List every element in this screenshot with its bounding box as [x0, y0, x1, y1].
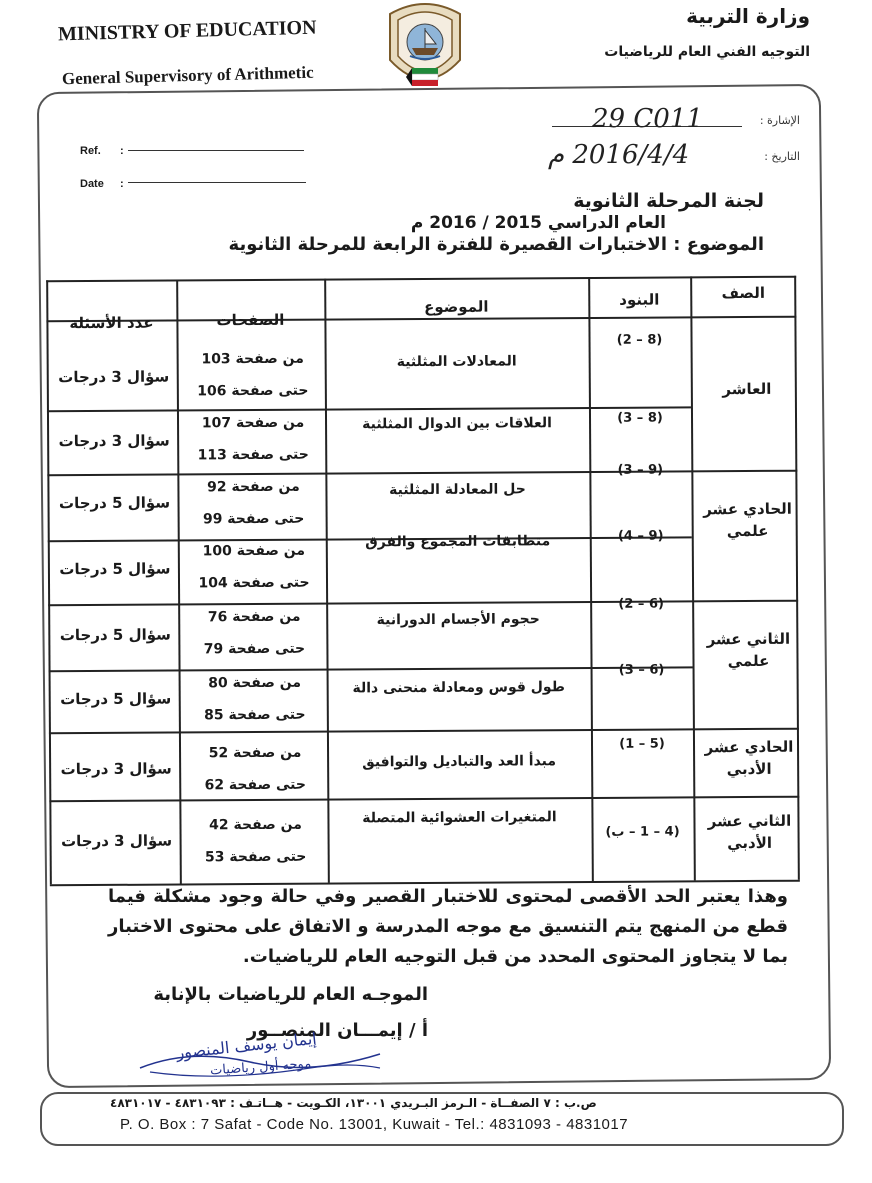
letter-subject: الموضوع : الاختبارات القصيرة للفترة الرابعة للمرحلة الثانوية — [228, 234, 764, 255]
row-pages-from: من صفحة 52 — [208, 744, 302, 762]
row-pages-from: من صفحة 107 — [201, 414, 305, 432]
row-topic: مبدأ العد والتباديل والتوافيق — [362, 753, 557, 771]
header-grade: الصف — [721, 283, 766, 303]
footer-address-ar: ص.ب : ٧ الصفــاة - الـرمز البـريدي ١٣٠٠١، الكـويت - هــاتـف : ٤٨٣١٠٩٣ - ٤٨٣١٠١٧ — [110, 1096, 597, 1110]
row-item: (9 – 3) — [617, 462, 664, 478]
row-pages-from: من صفحة 80 — [208, 674, 302, 692]
date-colon: : — [120, 178, 124, 190]
grade-cell: الحادي عشر علمي — [703, 499, 792, 541]
row-topic: المتغيرات العشوائية المتصلة — [362, 809, 557, 827]
row-item: (5 – 1) — [619, 736, 665, 752]
ref-line — [128, 150, 304, 151]
stamp-title: موجه أول رياضيات — [209, 1056, 312, 1079]
row-topic: طول قوس ومعادلة منحنى دالة — [352, 679, 565, 697]
row-questions: سؤال 3 درجات — [60, 759, 172, 779]
row-item: (6 – 2) — [618, 596, 664, 612]
row-pages-to: حتى صفحة 62 — [204, 776, 306, 794]
ref-number-handwritten: 29 C011 — [592, 104, 703, 134]
col-divider — [690, 276, 696, 880]
row-item: (8 – 3) — [617, 410, 663, 426]
row-item: (4 – 1 – ب) — [605, 824, 680, 840]
header-topic: الموضوع — [424, 297, 489, 316]
row-questions: سؤال 5 درجات — [59, 559, 171, 579]
date-label: Date — [80, 178, 104, 190]
signatory-name: أ / إيمـــان المنصــور — [246, 1020, 428, 1041]
signatory-title: الموجـه العام للرياضيات بالإنابة — [153, 984, 428, 1005]
row-pages-from: من صفحة 92 — [207, 478, 300, 496]
row-pages-to: حتى صفحة 106 — [197, 382, 309, 400]
row-questions: سؤال 3 درجات — [58, 367, 170, 387]
grade-cell: الثاني عشر الأدبي — [707, 811, 792, 853]
row-item: (8 – 2) — [616, 332, 663, 348]
row-questions: سؤال 5 درجات — [60, 689, 172, 709]
header-questions: عدد الأسئلة — [69, 313, 154, 333]
row-topic: العلاقات بين الدوال المثلثية — [362, 415, 553, 433]
row-topic: حل المعادلة المثلثية — [389, 481, 526, 499]
stamp-name: إيمان يوسف المنصور — [175, 1028, 318, 1063]
supervisory-title-en: General Supervisory of Arithmetic — [61, 62, 314, 89]
row-pages-from: من صفحة 103 — [201, 350, 304, 368]
date-label-ar: التاريخ : — [764, 150, 800, 163]
ref-colon: : — [120, 145, 124, 157]
ministry-title-ar: وزارة التربية — [686, 4, 810, 28]
row-pages-to: حتى صفحة 104 — [198, 574, 310, 592]
header-items: البنود — [619, 290, 660, 309]
footer-address-en: P. O. Box : 7 Safat - Code No. 13001, Kuwait - Tel.: 4831093 - 4831017 — [120, 1116, 629, 1133]
ref-label-ar: الإشارة : — [759, 114, 800, 127]
row-pages-to: حتى صفحة 85 — [204, 706, 306, 724]
date-line — [128, 182, 306, 183]
row-pages-from: من صفحة 100 — [202, 542, 306, 560]
row-pages-to: حتى صفحة 79 — [203, 640, 306, 658]
committee-name: لجنة المرحلة الثانوية — [573, 190, 764, 212]
row-pages-to: حتى صفحة 99 — [202, 510, 305, 528]
row-pages-from: من صفحة 76 — [207, 608, 301, 626]
date-handwritten: 2016/4/4 م — [548, 140, 690, 170]
header-pages: الصفحات — [216, 310, 285, 330]
row-pages-to: حتى صفحة 113 — [197, 446, 309, 464]
grade-cell: العاشر — [722, 379, 772, 399]
ref-label: Ref. — [80, 145, 101, 157]
row-questions: سؤال 5 درجات — [59, 625, 171, 645]
ministry-title-en: MINISTRY OF EDUCATION — [57, 16, 317, 46]
row-questions: سؤال 5 درجات — [58, 493, 171, 513]
row-pages-to: حتى صفحة 53 — [204, 848, 307, 866]
row-questions: سؤال 3 درجات — [61, 831, 173, 851]
kuwait-emblem-icon — [384, 0, 466, 98]
academic-year: العام الدراسي 2015 / 2016 م — [410, 213, 666, 233]
quiz-schedule-table — [46, 276, 800, 885]
grade-cell: الحادي عشر الأدبي — [704, 737, 794, 779]
row-item: (6 – 3) — [618, 662, 665, 678]
supervisory-title-ar: التوجيه الفني العام للرياضيات — [604, 44, 810, 60]
row-questions: سؤال 3 درجات — [58, 431, 170, 451]
row-item: (9 – 4) — [617, 528, 664, 544]
col-divider — [588, 277, 594, 881]
row-topic: حجوم الأجسام الدورانية — [376, 611, 540, 629]
row-divider — [49, 728, 799, 735]
row-topic: متطابقات المجموع والفرق — [365, 533, 551, 551]
row-pages-from: من صفحة 42 — [209, 816, 302, 834]
note-paragraph: وهذا يعتبر الحد الأقصى لمحتوى للاختبار القصير وفي حالة وجود مشكلة فيما قطع من المنهج يتم التنسيق مع موجه المدرسة و الاتفاق على محتوى الاختبار بما لا يتجاوز المحتوى المحدد من قبل التوجيه العام للرياضيات. — [108, 886, 788, 967]
row-topic: المعادلات المثلثية — [396, 353, 517, 371]
grade-cell: الثاني عشر علمي — [706, 629, 791, 671]
row-divider — [49, 796, 799, 803]
